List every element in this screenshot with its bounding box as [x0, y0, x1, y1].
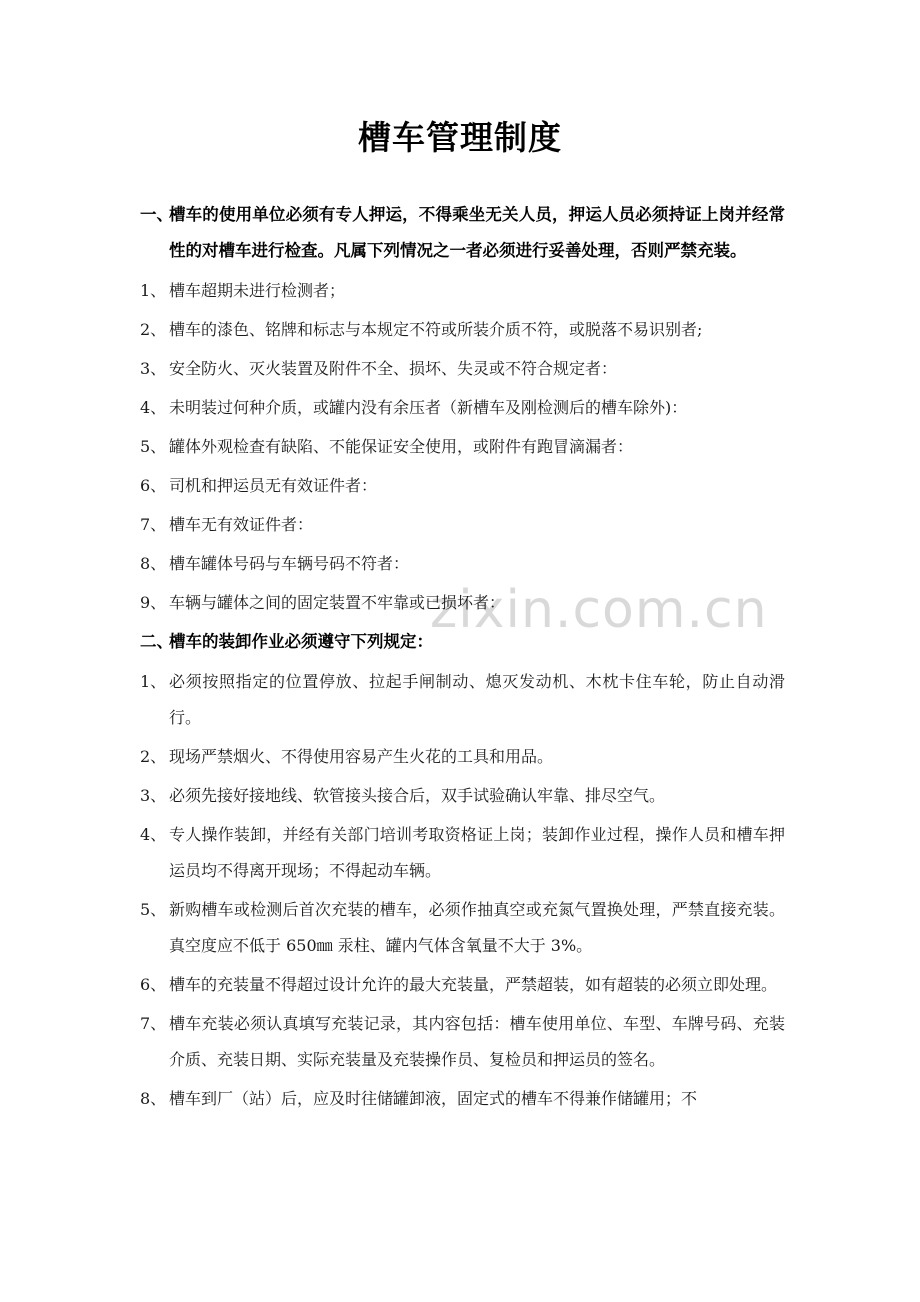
- list-item: [140, 739, 785, 775]
- list-item: [140, 664, 785, 736]
- item-number: 5、: [140, 900, 167, 919]
- item-text: 槽车无有效证件者：: [169, 515, 314, 534]
- item-text: 专人操作装卸，并经有关部门培训考取资格证上岗；装卸作业过程，操作人员和槽车押运员均不得离开现场；不得起动车辆。: [169, 825, 785, 880]
- item-number: 7、: [140, 1014, 167, 1033]
- item-text: 槽车超期未进行检测者；: [169, 281, 346, 300]
- item-text: 未明装过何种介质，或罐内没有余压者（新槽车及刚检测后的槽车除外)：: [169, 398, 688, 417]
- item-number: 8、: [140, 554, 167, 573]
- list-item: [140, 312, 785, 348]
- item-number: 3、: [140, 359, 167, 378]
- item-text: 罐体外观检查有缺陷、不能保证安全使用，或附件有跑冒滴漏者：: [169, 437, 634, 456]
- list-item: [140, 892, 785, 964]
- item-number: 2、: [140, 747, 167, 766]
- item-number: 6、: [140, 975, 167, 994]
- list-item: [140, 351, 785, 387]
- item-number: 3、: [140, 786, 167, 805]
- item-text: 司机和押运员无有效证件者：: [169, 476, 378, 495]
- document-body: [140, 197, 785, 1120]
- item-text: 安全防火、灭火装置及附件不全、损坏、失灵或不符合规定者：: [169, 359, 618, 378]
- list-item: [140, 507, 785, 543]
- list-item: [140, 390, 785, 426]
- item-text: 必须按照指定的位置停放、拉起手闸制动、熄灭发动机、木枕卡住车轮，防止自动滑行。: [169, 672, 785, 727]
- item-number: 4、: [140, 825, 167, 844]
- section-marker: 二、: [140, 632, 173, 651]
- list-item: [140, 273, 785, 309]
- item-text: 槽车的充装量不得超过设计允许的最大充装量，严禁超装，如有超装的必须立即处理。: [169, 975, 778, 994]
- item-text: 现场严禁烟火、不得使用容易产生火花的工具和用品。: [169, 747, 554, 766]
- list-item: [140, 817, 785, 889]
- list-item: [140, 778, 785, 814]
- item-number: 1、: [140, 672, 167, 691]
- item-text: 槽车充装必须认真填写充装记录，其内容包括：槽车使用单位、车型、车牌号码、充装介质、充装日期、实际充装量及充装操作员、复检员和押运员的签名。: [169, 1014, 785, 1069]
- item-text: 车辆与罐体之间的固定装置不牢靠或已损坏者：: [169, 593, 506, 612]
- item-text: 槽车的漆色、铭牌和标志与本规定不符或所装介质不符，或脱落不易识别者;: [169, 320, 703, 339]
- list-item: [140, 585, 785, 621]
- watermark: zixin.com.cn: [430, 580, 768, 640]
- section-heading-text: 槽车的装卸作业必须遵守下列规定：: [169, 632, 433, 651]
- item-number: 9、: [140, 593, 167, 612]
- item-text: 新购槽车或检测后首次充装的槽车，必须作抽真空或充氮气置换处理，严禁直接充装。真空度应不低于 650㎜ 汞柱、罐内气体含氧量不大于 3%。: [169, 900, 785, 955]
- item-number: 1、: [140, 281, 167, 300]
- item-number: 6、: [140, 476, 167, 495]
- item-number: 7、: [140, 515, 167, 534]
- page-title: 槽车管理制度: [358, 118, 562, 157]
- section-heading-text: 槽车的使用单位必须有专人押运，不得乘坐无关人员，押运人员必须持证上岗并经常性的对槽车进行检查。凡属下列情况之一者必须进行妥善处理，否则严禁充装。: [169, 205, 785, 260]
- item-number: 4、: [140, 398, 167, 417]
- item-number: 5、: [140, 437, 167, 456]
- list-item: [140, 1006, 785, 1078]
- list-item: [140, 429, 785, 465]
- section-heading-2: [140, 624, 785, 660]
- item-number: 2、: [140, 320, 167, 339]
- list-item: [140, 967, 785, 1003]
- section-heading-1: [140, 197, 785, 269]
- list-item: [140, 468, 785, 504]
- list-item: [140, 1081, 785, 1117]
- list-item: [140, 546, 785, 582]
- item-text: 槽车罐体号码与车辆号码不符者：: [169, 554, 410, 573]
- item-text: 槽车到厂（站）后，应及时往储罐卸液，固定式的槽车不得兼作储罐用；不: [169, 1089, 698, 1108]
- item-number: 8、: [140, 1089, 167, 1108]
- section-marker: 一、: [140, 205, 173, 224]
- item-text: 必须先接好接地线、软管接头接合后，双手试验确认牢靠、排尽空气。: [169, 786, 666, 805]
